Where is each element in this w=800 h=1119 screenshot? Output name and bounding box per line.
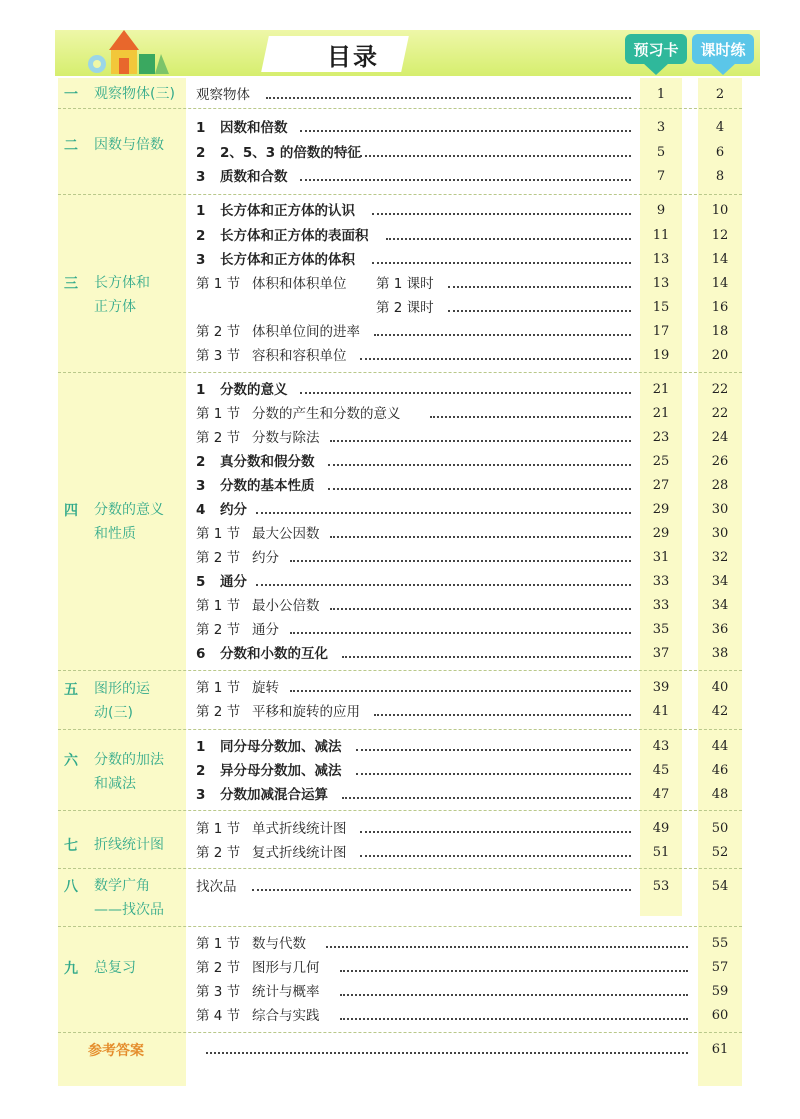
leader-dots bbox=[290, 690, 631, 692]
toc-entry[interactable]: 观察物体 1 2 bbox=[196, 87, 725, 103]
leader-dots bbox=[300, 130, 631, 132]
toc-entry[interactable]: 第 1 节 分数的产生和分数的意义 21 22 bbox=[196, 406, 729, 422]
toc-entry[interactable]: 第 1 节 最大公因数 29 30 bbox=[196, 526, 729, 542]
leader-dots bbox=[360, 831, 631, 833]
leader-dots bbox=[300, 392, 631, 394]
toc-entry[interactable]: 第 2 节 约分 31 32 bbox=[196, 550, 729, 566]
section-divider bbox=[58, 1032, 742, 1033]
toc-entry[interactable]: 第 1 节 单式折线统计图 49 50 bbox=[196, 821, 729, 837]
leader-dots bbox=[256, 512, 631, 514]
toc-entry[interactable]: 3 分数加减混合运算 47 48 bbox=[196, 787, 729, 803]
page-title: 目录 bbox=[327, 43, 379, 71]
leader-dots bbox=[330, 440, 631, 442]
leader-dots bbox=[360, 358, 631, 360]
answers-entry[interactable] bbox=[196, 1039, 756, 1061]
section-divider bbox=[58, 372, 742, 373]
preview-arrow-icon bbox=[643, 63, 669, 75]
unit-name: 数学广角 bbox=[94, 878, 150, 894]
toc-entry[interactable]: 3 长方体和正方体的体积 13 14 bbox=[196, 252, 729, 268]
unit-column bbox=[58, 78, 186, 1086]
leader-dots bbox=[372, 213, 631, 215]
lesson-arrow-icon bbox=[710, 63, 736, 75]
leader-dots bbox=[342, 656, 631, 658]
toc-entry[interactable]: 2 长方体和正方体的表面积 11 12 bbox=[196, 228, 729, 244]
toc-entry[interactable]: 2 异分母分数加、减法 45 46 bbox=[196, 763, 729, 779]
section-divider bbox=[58, 729, 742, 730]
leader-dots bbox=[290, 560, 631, 562]
leader-dots bbox=[356, 773, 631, 775]
leader-dots bbox=[252, 889, 631, 891]
toc-entry[interactable]: 第 2 节 体积单位间的进率 17 18 bbox=[196, 324, 729, 340]
toc-entry[interactable]: 第 2 节 分数与除法 23 24 bbox=[196, 430, 729, 446]
toc-entry[interactable]: 1 同分母分数加、减法 43 44 bbox=[196, 739, 729, 755]
toc-entry[interactable]: 第 2 节 复式折线统计图 51 52 bbox=[196, 845, 729, 861]
section-divider bbox=[58, 108, 742, 109]
leader-dots bbox=[356, 749, 631, 751]
toc-entry[interactable]: 4 约分 29 30 bbox=[196, 502, 729, 518]
unit-name: 观察物体(三) bbox=[94, 86, 175, 102]
leader-dots bbox=[340, 1018, 688, 1020]
toc-entry[interactable]: 2 真分数和假分数 25 26 bbox=[196, 454, 729, 470]
toc-entry[interactable]: 1 因数和倍数 3 4 bbox=[196, 120, 725, 136]
leader-dots bbox=[448, 286, 631, 288]
toc-entry[interactable]: 第 3 节 容积和容积单位 19 20 bbox=[196, 348, 729, 364]
unit-name: 和性质 bbox=[94, 526, 136, 542]
unit-number: 七 bbox=[64, 838, 78, 854]
section-divider bbox=[58, 868, 742, 869]
toc-entry[interactable]: 2 2、5、3 的倍数的特征 5 6 bbox=[196, 145, 725, 161]
toc-header bbox=[55, 30, 760, 76]
unit-number: 五 bbox=[64, 682, 78, 698]
unit-number: 四 bbox=[64, 503, 78, 519]
section-divider bbox=[58, 926, 742, 927]
toc-entry[interactable]: 3 质数和合数 7 8 bbox=[196, 169, 725, 185]
unit-number: 三 bbox=[64, 276, 78, 292]
leader-dots bbox=[372, 262, 631, 264]
leader-dots bbox=[360, 155, 631, 157]
unit-number: 二 bbox=[64, 138, 78, 154]
toc-entry[interactable]: 第 1 节 数与代数 55 bbox=[196, 936, 729, 952]
leader-dots bbox=[206, 1052, 688, 1054]
unit-number: 九 bbox=[64, 961, 78, 977]
unit-name: 因数与倍数 bbox=[94, 137, 164, 153]
unit-name: 图形的运 bbox=[94, 681, 150, 697]
lesson-practice-header: 课时练 bbox=[692, 34, 754, 64]
leader-dots bbox=[448, 310, 631, 312]
preview-card-header: 预习卡 bbox=[625, 34, 687, 64]
unit-number: 六 bbox=[64, 753, 78, 769]
toc-entry[interactable]: 第 1 节 体积和体积单位 第 1 课时 13 14 bbox=[196, 276, 729, 292]
answers-page: 61 bbox=[711, 1042, 729, 1057]
leader-dots bbox=[266, 97, 631, 99]
unit-name: 折线统计图 bbox=[94, 837, 164, 853]
toc-entry[interactable]: 第 2 节 通分 35 36 bbox=[196, 622, 729, 638]
toc-entry[interactable]: 5 通分 33 34 bbox=[196, 574, 729, 590]
toc-entry[interactable]: 第 2 节 图形与几何 57 bbox=[196, 960, 729, 976]
leader-dots bbox=[340, 970, 688, 972]
leader-dots bbox=[342, 797, 631, 799]
leader-dots bbox=[328, 488, 631, 490]
leader-dots bbox=[256, 584, 631, 586]
leader-dots bbox=[374, 714, 631, 716]
unit-name: 和减法 bbox=[94, 776, 136, 792]
unit-number: 八 bbox=[64, 879, 78, 895]
toc-entry[interactable]: 6 分数和小数的互化 37 38 bbox=[196, 646, 729, 662]
section-divider bbox=[58, 670, 742, 671]
toc-entry[interactable]: 1 长方体和正方体的认识 9 10 bbox=[196, 203, 729, 219]
toc-entry[interactable]: 第 2 课时 15 16 bbox=[376, 300, 729, 316]
leader-dots bbox=[328, 464, 631, 466]
toc-entry[interactable]: 找次品 53 54 bbox=[196, 879, 729, 895]
leader-dots bbox=[300, 179, 631, 181]
unit-name: 动(三) bbox=[94, 705, 133, 721]
leader-dots bbox=[430, 416, 631, 418]
toc-entry[interactable]: 第 4 节 综合与实践 60 bbox=[196, 1008, 729, 1024]
toc-entry[interactable]: 第 1 节 旋转 39 40 bbox=[196, 680, 729, 696]
leader-dots bbox=[330, 536, 631, 538]
toc-entry[interactable]: 第 2 节 平移和旋转的应用 41 42 bbox=[196, 704, 729, 720]
unit-name: 总复习 bbox=[94, 960, 136, 976]
unit-name: 分数的加法 bbox=[94, 752, 164, 768]
unit-name: 分数的意义 bbox=[94, 502, 164, 518]
unit-number: 一 bbox=[64, 87, 78, 103]
toc-entry[interactable]: 1 分数的意义 21 22 bbox=[196, 382, 729, 398]
section-divider bbox=[58, 194, 742, 195]
leader-dots bbox=[360, 855, 631, 857]
toc-entry[interactable]: 3 分数的基本性质 27 28 bbox=[196, 478, 729, 494]
leader-dots bbox=[290, 632, 631, 634]
answers-label[interactable]: 参考答案 bbox=[88, 1043, 144, 1059]
unit-name: ——找次品 bbox=[94, 902, 164, 918]
section-divider bbox=[58, 810, 742, 811]
toc-entry[interactable]: 第 3 节 统计与概率 59 bbox=[196, 984, 729, 1000]
unit-name: 长方体和 bbox=[94, 275, 150, 291]
leader-dots bbox=[330, 608, 631, 610]
leader-dots bbox=[326, 946, 688, 948]
toc-entry[interactable]: 第 1 节 最小公倍数 33 34 bbox=[196, 598, 729, 614]
unit-name: 正方体 bbox=[94, 299, 136, 315]
leader-dots bbox=[340, 994, 688, 996]
toy-blocks-icon bbox=[85, 26, 175, 76]
leader-dots bbox=[374, 334, 631, 336]
leader-dots bbox=[386, 238, 631, 240]
